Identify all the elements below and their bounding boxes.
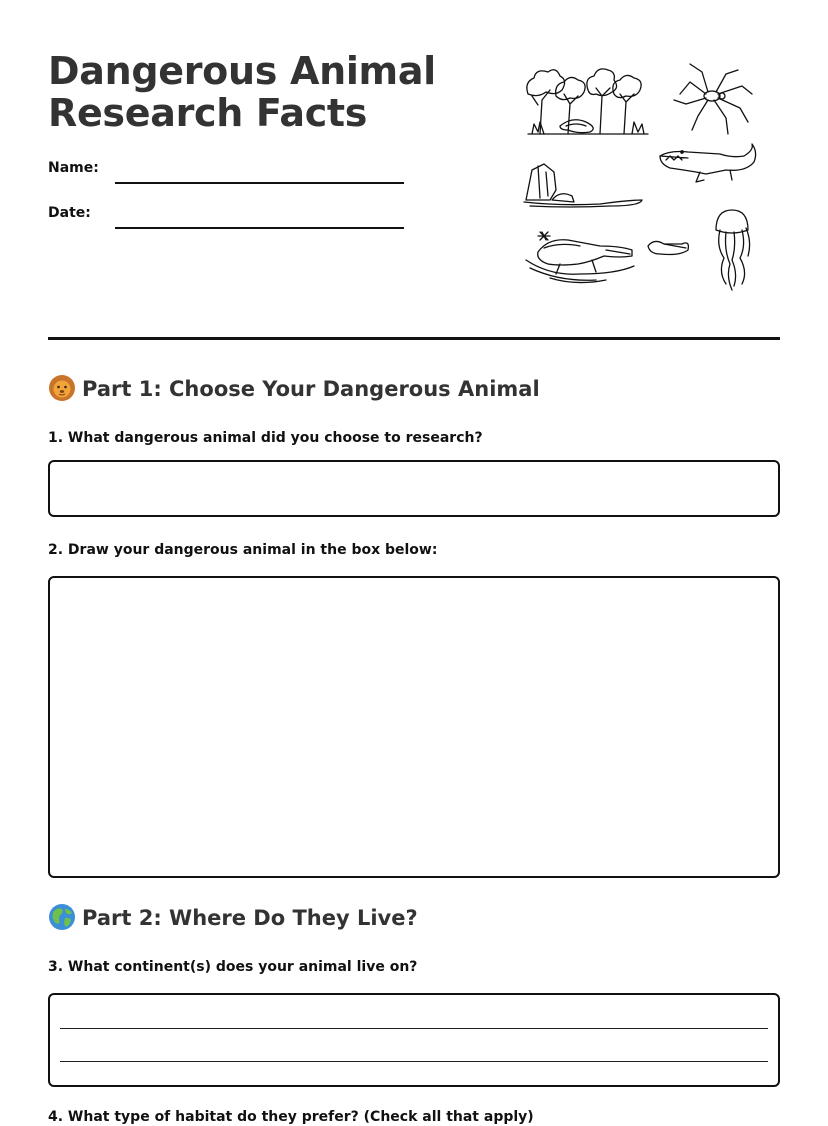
write-line bbox=[60, 1028, 768, 1029]
date-field bbox=[48, 205, 408, 235]
date-label: Date: bbox=[48, 205, 91, 221]
write-line bbox=[60, 1061, 768, 1062]
part2-heading bbox=[48, 903, 418, 932]
part2-heading-text: Part 2: Where Do They Live? bbox=[82, 906, 418, 930]
title-line-2: Research Facts bbox=[48, 91, 368, 135]
alligator-icon bbox=[526, 232, 634, 283]
answer-box-3[interactable] bbox=[48, 993, 780, 1087]
name-write-line[interactable] bbox=[115, 182, 404, 184]
title-line-1: Dangerous Animal bbox=[48, 49, 436, 93]
question-3: 3. What continent(s) does your animal live on? bbox=[48, 959, 418, 975]
name-field bbox=[48, 160, 408, 190]
jellyfish-icon bbox=[716, 210, 750, 290]
name-label: Name: bbox=[48, 160, 99, 176]
part1-heading-text: Part 1: Choose Your Dangerous Animal bbox=[82, 377, 540, 401]
header-divider bbox=[48, 337, 780, 340]
worksheet-title bbox=[48, 50, 436, 134]
crocodile-icon bbox=[660, 144, 756, 182]
rock-icon bbox=[524, 164, 642, 207]
answer-box-1[interactable] bbox=[48, 460, 780, 517]
globe-icon bbox=[48, 903, 76, 931]
spider-icon bbox=[674, 64, 752, 134]
crocodile-head-icon bbox=[648, 241, 688, 254]
dangerous-animals-clipart bbox=[520, 60, 765, 296]
part1-heading bbox=[48, 374, 540, 403]
date-write-line[interactable] bbox=[115, 227, 404, 229]
question-2: 2. Draw your dangerous animal in the box below: bbox=[48, 542, 438, 558]
drawing-box[interactable] bbox=[48, 576, 780, 878]
lion-face-icon bbox=[48, 374, 76, 402]
jungle-icon bbox=[527, 69, 648, 134]
question-1: 1. What dangerous animal did you choose to research? bbox=[48, 430, 483, 446]
question-4: 4. What type of habitat do they prefer? (Check all that apply) bbox=[48, 1109, 534, 1125]
